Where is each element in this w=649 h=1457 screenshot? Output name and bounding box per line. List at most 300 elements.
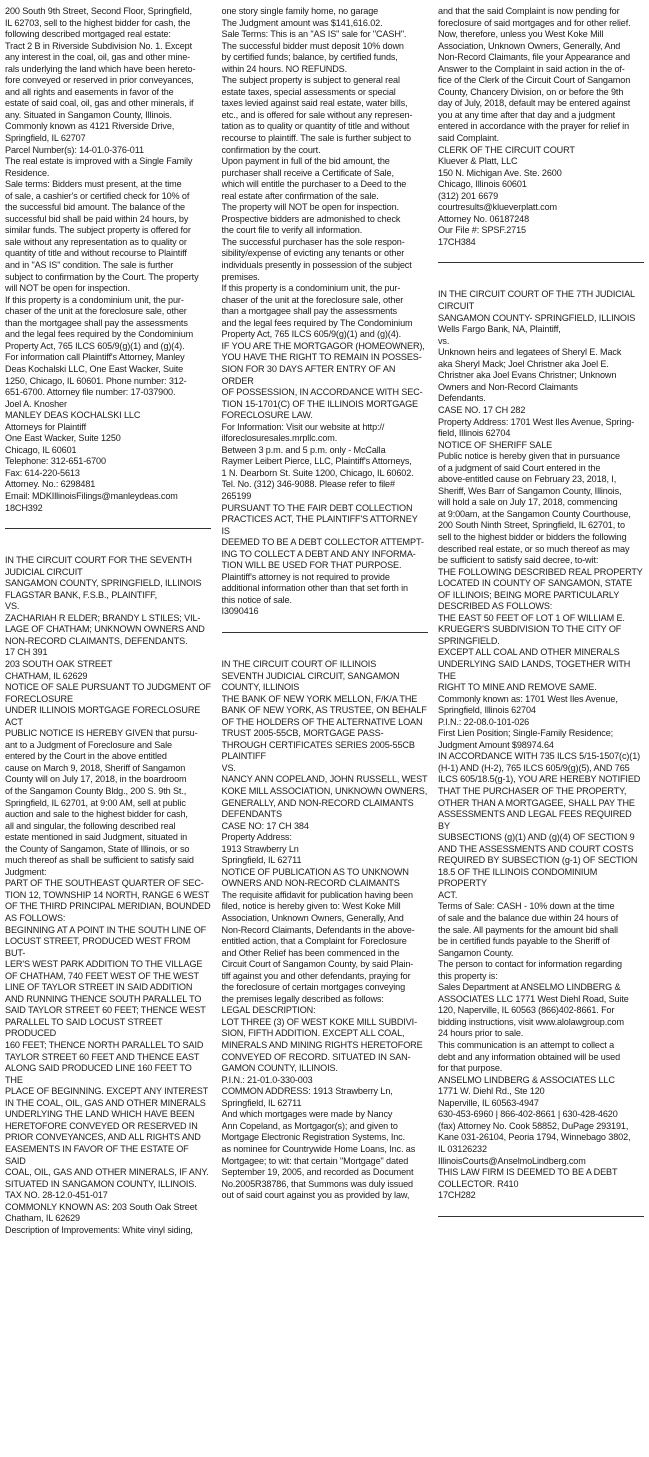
notice-text-line: BANK OF NEW YORK, AS TRUSTEE, ON BEHALF [221,705,427,716]
notice-text-line: OF CHATHAM, 740 FEET WEST OF THE WEST [5,970,199,981]
notice-text-line: as nominee for Countrywide Home Loans, Inc. as [221,1143,416,1154]
notice-text-line: following described mortgaged real estate: [5,29,171,40]
notice-text-line: CASE NO. 17 CH 282 [438,404,526,415]
notice-text-line: SION FOR 30 DAYS AFTER ENTRY OF AN ORDER [221,363,396,386]
notice-text-line: ALONG SAID PRODUCED LINE 160 FEET TO THE [5,1063,192,1085]
notice-text-line: CHATHAM, IL 62629 [5,670,88,681]
notice-text-line: PLAINTIFF [221,751,266,762]
notice-text-line: SANGAMON COUNTY, SPRINGFIELD, ILLINOIS [5,578,202,589]
notice-text-line: (312) 201 6679 [438,190,499,201]
notice-text-line: sibility/expense of evicting any tenants or other [221,248,405,259]
notice-text-line: (fax) Attorney No. Cook 58852, DuPage 293191, [438,1120,629,1131]
notice-text-line: P.I.N.: 21-01.0-330-003 [221,1074,313,1085]
notice-text-line: ILCS 605/18.5(g-1), YOU ARE HEREBY NOTIFIED [438,774,641,785]
notice-divider [438,1216,644,1217]
notice-text-line: FORECLOSURE [5,693,73,704]
notice-text-line: Kane 031-26104, Peoria 1794, Winnebago 3802, [438,1132,631,1143]
notice-text-line: THAT THE PURCHASER OF THE PROPERTY, [438,786,627,796]
notice-text-line: the County of Sangamon, State of Illinois, or so [5,843,190,854]
notice-text-line: fice of the Clerk of the Circuit Court of Sangamon [438,75,631,86]
notice-text-line: field, Illinois 62704 [438,428,511,439]
notice-text-line: AS FOLLOWS: [5,913,66,924]
notice-text-line: ING TO COLLECT A DEBT AND ANY INFORMA- [221,548,416,559]
notice-text-line: Springfield, IL 62711 [221,1097,302,1108]
notice-text-line: County will on July 17, 2018, in the boardroom [5,774,187,785]
notice-text-line: DEFENDANTS [221,809,282,820]
notice-text-line: ASSOCIATES LLC 1771 West Diehl Road, Suite [438,993,629,1004]
notice-text-line: COAL, OIL, GAS AND OTHER MINERALS, IF ANY. [5,1167,209,1178]
notice-text-line: ACT. [438,889,458,900]
notice-text-line: Sale terms: Bidders must present, at the time [5,179,182,190]
notice-text-line: KOKE MILL ASSOCIATION, UNKNOWN OWNERS, [221,786,428,796]
notice-text-line: I3090416 [221,606,259,617]
notice-text-line: YOU HAVE THE RIGHT TO REMAIN IN POSSES- [221,352,422,363]
notice-text-line: 203 SOUTH OAK STREET [5,658,113,669]
notice-text-line: Deas Kochalski LLC, One East Wacker, Suite [5,363,184,374]
notice-text-line: Sale Terms: This is an "AS IS" sale for "CASH". [221,29,407,40]
notice-text-line: Commonly known as 4121 Riverside Drive, [5,121,175,132]
notice-text-line: The successful bidder must deposit 10% down [221,40,404,51]
notice-text-line: AND RUNNING THENCE SOUTH PARALLEL TO [5,993,202,1004]
notice-text-line: Judgment Amount $98974.64 [438,739,554,750]
notice-text-line: EXCEPT ALL COAL AND OTHER MINERALS [438,647,620,658]
notice-text-line: 630-453-6960 | 866-402-8661 | 630-428-4620 [438,1109,618,1120]
notice-text-line: Mortgagee; to wit: that certain "Mortgage" dated [221,1155,409,1166]
notice-text-line: IN THE CIRCUIT COURT FOR THE SEVENTH [5,555,192,566]
notice-text-line: 1913 Strawberry Ln [221,843,299,854]
notice-text-line: sell to the highest bidder or bidders the following [438,531,627,542]
notice-text-line: and in "AS IS" condition. The sale is further [5,260,174,271]
notice-text-line: EASEMENTS IN FAVOR OF THE ESTATE OF SAID [5,1143,189,1166]
notice-text-line: and Other Relief has been commenced in the [221,947,400,958]
notice-text-line: And which mortgages were made by Nancy [221,1109,393,1120]
notice-text-line: FORECLOSURE LAW. [221,410,313,421]
notice-text-line: Property Act, 765 ILCS 605/9(g)(1) and (g)(4). [5,340,185,351]
notice-text-line: any. Situated in Sangamon County, Illinois. [5,109,172,120]
notice-text-line: Commonly known as: 1701 West Iles Avenue, [438,693,618,704]
notice-text-line: TRUST 2005-55CB, MORTGAGE PASS- [221,728,384,739]
notice-text-line: Answer to the Complaint in said action in the of- [438,63,625,74]
notice-text-line: of sale, a cashier's or certified check for 10% of [5,190,190,201]
notice-text-line: The successful purchaser has the sole respon- [221,236,405,247]
notice-text-line: THIS LAW FIRM IS DEEMED TO BE A DEBT [438,1167,618,1178]
notice-text-line: P.I.N.: 22-08.0-101-026 [438,716,530,727]
notice-text-line: Attorneys for Plaintiff [5,421,86,432]
notice-text-line: THROUGH CERTIFICATES SERIES 2005-55CB [221,739,415,750]
notice-text-line: Residence. [5,167,50,178]
notice-text-line: PLACE OF BEGINNING. EXCEPT ANY INTEREST [5,1086,209,1097]
notice-text-line: September 19, 2005, and recorded as Document [221,1167,414,1178]
notice-text-line: IF YOU ARE THE MORTGAGOR (HOMEOWNER), [221,340,425,351]
notice-text-line: IN THE CIRCUIT COURT OF ILLINOIS [221,658,377,669]
notice-text-line: purchaser shall receive a Certificate of Sale, [221,167,394,178]
notice-text-line: Prospective bidders are admonished to check [221,213,401,224]
notice-text-line: VS. [221,762,236,773]
notice-text-line: LOCATED IN COUNTY OF SANGAMON, STATE [438,578,633,589]
notice-text-line: VS. [5,601,20,612]
notice-text-line: Springfield, IL 62701, at 9:00 AM, sell at public [5,797,186,808]
notice-text-line: The requisite affidavit for publication having been [221,889,413,900]
notice-divider [222,632,428,633]
notice-text-line: Our File #: SPSF.2715 [438,225,526,236]
notice-text-line: LEGAL DESCRIPTION: [221,1005,316,1016]
notice-text-line: 265199 [221,490,252,501]
notice-text-line: vs. [438,335,450,346]
notice-text-line: the premises legally described as follows: [221,993,384,1004]
notice-text-line: PARALLEL TO SAID LOCUST STREET PRODUCED [5,1016,163,1039]
notice-text-line: described real estate, or so much thereof as may [438,543,630,554]
notice-text-line: filed, notice is hereby given to: West Koke Mill [221,901,401,912]
notice-text-line: Between 3 p.m. and 5 p.m. only - McCalla [221,444,386,455]
notice-text-line: Property Address: [221,832,292,843]
notice-text-line: estate of said coal, oil, gas and other minerals, if [5,98,194,109]
notice-text-line: 18.5 OF THE ILLINOIS CONDOMINIUM PROPERTY [438,866,598,889]
notice-text-line: of a judgment of said Court entered in the [438,462,601,473]
notice-text-line: rals underlying the land which have been hereto- [5,63,196,74]
notice-text-line: fore conveyed or reserved in prior conveyances, [5,75,194,86]
notice-text-line: for that purpose. [438,1063,503,1074]
notice-text-line: GENERALLY, AND NON-RECORD CLAIMANTS [221,797,414,808]
notice-text-line: UNDERLYING THE LAND WHICH HAVE BEEN [5,1109,195,1120]
notice-text-line: will NOT be open for inspection. [5,283,130,294]
notice-text-line: much thereof as shall be sufficient to satisfy said [5,855,194,866]
notice-text-line: LINE OF TAYLOR STREET IN SAID ADDITION [5,982,193,993]
notice-divider [438,262,644,263]
notice-text-line: ant to a Judgment of Foreclosure and Sale [5,739,172,750]
notice-text-line: OF THE THIRD PRINCIPAL MERIDIAN, BOUNDED [5,901,211,912]
notice-text-line: tation as to quality or quantity of title and without [221,121,410,132]
notice-text-line: TION WILL BE USED FOR THAT PURPOSE. [221,560,402,571]
notice-text-line: OWNERS AND NON-RECORD CLAIMANTS [221,878,400,889]
notice-text-line: any interest in the coal, oil, gas and other mine- [5,52,191,63]
notice-text-line: additional information other than that set forth in [221,583,408,594]
notice-text-line: Plaintiff's attorney is not required to provide [221,571,390,582]
notice-text-line: SANGAMON COUNTY- SPRINGFIELD, ILLINOIS [438,312,636,323]
notice-text-line: 1250, Chicago, IL 60601. Phone number: 312- [5,375,187,386]
notice-text-line: tiff against you and other defendants, praying for [221,970,411,981]
notice-text-line: MANLEY DEAS KOCHALSKI LLC [5,410,141,421]
notice-text-line: OTHER THAN A MORTGAGEE, SHALL PAY THE [438,797,635,808]
notice-text-line: Unknown heirs and legatees of Sheryl E. Mack [438,347,622,358]
notice-text-line: ilforeclosuresales.mrpllc.com. [221,433,338,444]
notice-text-line: LOCUST STREET, PRODUCED WEST FROM BUT- [5,936,191,958]
notice-text-line: PART OF THE SOUTHEAST QUARTER OF SEC- [5,878,204,889]
notice-text-line: Non-Record Claimants, Defendants in the above- [221,924,415,935]
notice-text-line: Ann Copeland, as Mortgagor(s); and given to [221,1120,398,1131]
notice-text-line: Tel. No. (312) 346-9088. Please refer to file# [221,479,395,490]
notice-text-line: PRIOR CONVEYANCES, AND ALL RIGHTS AND [5,1132,201,1143]
notice-text-line: For information call Plaintiff's Attorney, Manley [5,352,185,363]
notice-text-line: DEEMED TO BE A DEBT COLLECTOR ATTEMPT- [221,537,424,548]
notice-text-line: by certified funds; balance, by certified funds, [221,52,398,63]
notice-text-line: One East Wacker, Suite 1250 [5,433,121,444]
notice-text-line: Email: MDKIllinoisFilings@manleydeas.com [5,490,178,501]
notice-text-line: The real estate is improved with a Single Family [5,156,193,167]
notice-text-line: IN ACCORDANCE WITH 735 ILCS 5/15-1507(c)(1) [438,751,641,762]
notice-text-line: NOTICE OF PUBLICATION AS TO UNKNOWN [221,866,409,877]
notice-text-line: The Judgment amount was $141,616.02. [221,17,383,28]
notice-text-line: NOTICE OF SHERIFF SALE [438,439,553,450]
notice-text-line: of the Sangamon County Bldg., 200 S. 9th St., [5,786,187,796]
notice-text-line: this property is: [438,970,498,981]
notice-text-line: No.2005R38786, that Summons was duly issued [221,1178,413,1189]
notice-text-line: the foreclosure of certain mortgages conveying [221,982,406,993]
notice-text-line: CONVEYED OF RECORD. SITUATED IN SAN- [221,1051,411,1062]
notice-text-line: SPRINGFIELD. [438,635,500,646]
notice-text-line: Christner aka Joel Evans Christner; Unknown [438,370,617,381]
notice-text-line: the court file to verify all information. [221,225,363,236]
notice-text-line: JUDICIAL CIRCUIT [5,566,83,577]
notice-text-line: Attorney. No.: 6298481 [5,479,96,490]
notice-text-line: estate taxes, special assessments or special [221,86,396,97]
notice-text-line: ANSELMO LINDBERG & ASSOCIATES LLC [438,1074,615,1085]
notice-text-line: premises. [221,271,260,282]
notice-text-line: Chicago, IL 60601 [5,444,77,455]
notice-text-line: Sangamon County. [438,947,514,958]
notice-text-line: Terms of Sale: CASH - 10% down at the time [438,901,615,912]
notice-text-line: OF POSSESSION, IN ACCORDANCE WITH SEC- [221,387,423,398]
notice-text-line: you at any time after that day and a judgment [438,109,616,120]
notice-text-line: UNDERLYING SAID LANDS, TOGETHER WITH THE [438,658,631,681]
notice-text-line: 200 South 9th Street, Second Floor, Springfield, [5,6,192,16]
notice-text-line: be in certified funds payable to the Sheriff of [438,936,610,947]
notice-text-line: be sufficient to satisfy said decree, to-wit: [438,555,599,566]
notice-text-line: Property Act, 765 ILCS 605/9(g)(1) and (g)(4). [221,329,401,340]
notice-text-line: real estate after confirmation of the sale. [221,190,379,201]
notice-text-line: foreclosure of said mortgages and for other relief. [438,17,631,28]
notice-text-line: taxes levied against said real estate, water bills, [221,98,408,109]
notice-text-line: COMMON ADDRESS: 1913 Strawberry Ln, [221,1086,393,1097]
notice-text-line: successful bid shall be paid within 24 hours, by [5,213,189,224]
notice-text-line: IL 03126232 [438,1143,487,1154]
notice-text-line: Wells Fargo Bank, NA, Plaintiff, [438,324,561,335]
notice-text-line: 1 N. Dearborn St. Suite 1200, Chicago, IL 60602. [221,467,414,478]
notice-text-line: Owners and Non-Record Claimants [438,381,578,392]
notice-text-line: all and singular, the following described real [5,820,176,831]
notice-text-line: The property will NOT be open for inspection. [221,202,399,213]
notice-text-line: COMMONLY KNOWN AS: 203 South Oak Street [5,1201,198,1212]
notice-text-line: OF ILLINOIS; BEING MORE PARTICULARLY [438,589,620,600]
notice-text-line: MINERALS AND MINING RIGHTS HERETOFORE [221,1040,423,1051]
notice-text-line: day of July, 2018, default may be entered against [438,98,631,109]
notice-text-line: and the legal fees required by The Condominium [221,317,413,328]
notice-text-line: Telephone: 312-651-6700 [5,456,106,467]
notice-text-line: Joel A. Knosher [5,398,67,409]
notice-text-line: Kluever & Platt, LLC [438,156,518,167]
notice-text-line: similar funds. The subject property is offered for [5,225,191,236]
notice-text-line: Defendants. [438,393,486,404]
notice-text-line: of sale and the balance due within 24 hours of [438,913,619,924]
notice-text-line: cause on March 9, 2018, Sheriff of Sangamon [5,762,186,773]
notice-text-line: out of said court against you as provided by law, [221,1190,410,1201]
notice-text-line: chaser of the unit at the foreclosure sale, other [221,294,404,305]
notice-text-line: The person to contact for information regarding [438,959,622,970]
notice-text-line: LOT THREE (3) OF WEST KOKE MILL SUBDIVI- [221,1016,417,1027]
notice-text-line: Chatham, IL 62629 [5,1213,80,1224]
notice-text-line: HERETOFORE CONVEYED OR RESERVED IN [5,1120,198,1131]
notice-text-line: than the mortgagee shall pay the assessments [5,317,188,328]
notice-text-line: Now, therefore, unless you West Koke Mill [438,29,604,40]
notice-text-line: entered in accordance with the prayer for relief in [438,121,630,132]
notice-text-line: chaser of the unit at the foreclosure sale, other [5,306,187,317]
notice-text-line: PURSUANT TO THE FAIR DEBT COLLECTION [221,502,413,513]
notice-text-line: 17 CH 391 [5,647,48,658]
notice-text-line: Naperville, IL 60563-4947 [438,1097,539,1108]
notice-text-line: IN THE CIRCUIT COURT OF THE 7TH JUDICIAL [438,289,635,300]
notice-text-line: will hold a sale on July 17, 2018, commencing [438,497,618,508]
notice-text-line: above-entitled cause on February 23, 2018, I, [438,474,617,485]
notice-divider [5,528,211,529]
notice-text-line: SION, FIFTH ADDITION. EXCEPT ALL COAL, [221,1028,405,1039]
notice-text-line: aka Sheryl Mack; Joel Christner aka Joel E. [438,358,609,369]
notice-text-line: AND THE ASSESSMENTS AND COURT COSTS [438,843,634,854]
notice-text-line: Public notice is hereby given that in pursuance [438,451,620,462]
notice-text-line: at 9:00am, at the Sangamon County Courthouse, [438,508,631,519]
notice-text-line: 120, Naperville, IL 60563 (866)402-8661. For [438,1005,615,1016]
notice-text-line: SEVENTH JUDICIAL CIRCUIT, SANGAMON [221,670,400,681]
notice-text-line: 18CH392 [5,502,43,513]
notice-text-line: Fax: 614-220-5613 [5,467,80,478]
notice-text-line: individuals presently in possession of the subject [221,260,412,271]
notice-text-line: debt and any information obtained will be used [438,1051,621,1062]
notice-text-line: NON-RECORD CLAIMANTS, DEFENDANTS. [5,635,188,646]
notice-text-line: KRUEGER'S SUBDIVISION TO THE CITY OF [438,624,622,635]
column-left [5,6,211,1457]
notice-text-line: THE FOLLOWING DESCRIBED REAL PROPERTY [438,566,643,577]
notice-text-line: (H-1) AND (H-2), 765 ILCS 605/9(g)(5), AND 765 [438,762,630,773]
notice-text-line: LER'S WEST PARK ADDITION TO THE VILLAGE [5,959,203,970]
notice-text-line: confirmation by the court. [221,144,321,155]
notice-text-line: 17CH282 [438,1190,476,1201]
notice-text-line: subject to confirmation by the Court. The property [5,271,199,282]
notice-text-line: Parcel Number(s): 14-01.0-376-011 [5,144,144,155]
notice-text-line: than a mortgagee shall pay the assessments [221,306,397,317]
notice-text-line: COUNTY, ILLINOIS [221,682,300,693]
notice-text-line: If this property is a condominium unit, the pur- [5,294,184,305]
notice-text-line: For Information: Visit our website at http:// [221,421,385,432]
notice-text-line: and the legal fees required by the Condominium [5,329,194,340]
notice-text-line: Raymer Leibert Pierce, LLC, Plaintiff's Attorneys, [221,456,412,467]
notice-text-line: If this property is a condominium unit, the pur- [221,283,401,294]
notice-text-line: NANCY ANN COPELAND, JOHN RUSSELL, WEST [221,774,428,785]
notice-text-line: Chicago, Illinois 60601 [438,179,527,190]
notice-text-line: within 24 hours. NO REFUNDS. [221,63,348,74]
column-right [438,6,644,1457]
notice-text-line: The subject property is subject to general real [221,75,400,86]
notice-text-line: and that the said Complaint is now pending for [438,6,620,16]
notice-text-line: FLAGSTAR BANK, F.S.B., PLAINTIFF, [5,589,158,600]
notice-text-line: CIRCUIT [438,301,475,312]
notice-text-line: this notice of sale. [221,594,292,605]
notice-text-line: ZACHARIAH R ELDER; BRANDY L STILES; VIL- [5,612,201,623]
notice-text-line: etc., and is offered for sale without any represen- [221,109,413,120]
notice-text-line: County, Chancery Division, on or before the 9th [438,86,624,97]
notice-text-line: said Complaint. [438,133,499,144]
notice-text-line: SAID TAYLOR STREET 60 FEET; THENCE WEST [5,1005,206,1016]
notice-text-line: Judgment: [5,866,47,877]
notice-text-line: the successful bid amount. The balance of the [5,202,185,213]
notice-text-line: the sale. All payments for the amount bid shall [438,924,618,935]
notice-text-line: PRACTICES ACT, THE PLAINTIFF'S ATTORNEY IS [221,514,418,536]
notice-text-line: 1771 W. Diehl Rd., Ste 120 [438,1086,545,1097]
notice-text-line: courtresults@klueverplatt.com [438,202,557,213]
notice-text-line: Association, Unknown Owners, Generally, And [438,40,621,51]
notice-text-line: Attorney No. 06187248 [438,213,530,224]
notice-text-line: Springfield, IL 62711 [221,855,302,866]
notice-text-line: THE BANK OF NEW YORK MELLON, F/K/A THE [221,693,418,704]
notice-text-line: Circuit Court of Sangamon County, by said Plain- [221,959,414,970]
notice-text-line: CLERK OF THE CIRCUIT COURT [438,144,575,155]
notice-text-line: SUBSECTIONS (g)(1) AND (g)(4) OF SECTION 9 [438,832,635,843]
notice-text-line: BEGINNING AT A POINT IN THE SOUTH LINE OF [5,924,207,935]
notice-text-line: First Lien Position; Single-Family Residence; [438,728,614,739]
notice-text-line: COLLECTOR. R410 [438,1178,519,1189]
notice-text-line: recourse to plaintiff. The sale is further subject to [221,133,411,144]
notice-text-line: Sales Department at ANSELMO LINDBERG & [438,982,621,993]
notice-text-line: Description of Improvements: White vinyl siding, [5,1224,193,1235]
notice-text-line: Springfield, IL 62707 [5,133,86,144]
notice-text-line: entitled action, that a Complaint for Foreclosure [221,936,407,947]
notice-text-line: REQUIRED BY SUBSECTION (g-1) OF SECTION [438,855,638,866]
notice-text-line: Mortgage Electronic Registration Systems, Inc. [221,1132,406,1143]
column-middle [222,6,428,1457]
notice-text-line: GAMON COUNTY, ILLINOIS. [221,1063,338,1074]
notice-text-line: 651-6700. Attorney file number: 17-037900. [5,387,176,398]
notice-text-line: 200 South Ninth Street, Springfield, IL 62701, to [438,520,625,531]
notice-text-line: bidding instructions, visit www.alolawgroup.com [438,1016,624,1027]
notice-text-line: auction and sale to the highest bidder for cash, [5,809,188,820]
notice-text-line: 17CH384 [438,236,476,247]
notice-text-line: THE EAST 50 FEET OF LOT 1 OF WILLIAM E. [438,612,625,623]
notice-text-line: 150 N. Michigan Ave. Ste. 2600 [438,167,562,178]
notice-text-line: IllinoisCourts@AnselmoLindberg.com [438,1155,586,1166]
notice-text-line: NOTICE OF SALE PURSUANT TO JUDGMENT OF [5,682,211,693]
notice-text-line: IN THE COAL, OIL, GAS AND OTHER MINERALS [5,1097,206,1108]
notice-text-line: estate mentioned in said Judgment, situated in [5,832,188,843]
notice-text-line: Upon payment in full of the bid amount, the [221,156,390,167]
notice-text-line: Springfield, Illinois 62704 [438,705,536,716]
notice-text-line: one story single family home, no garage [221,6,379,16]
notice-text-line: ASSESSMENTS AND LEGAL FEES REQUIRED BY [438,809,632,831]
notice-text-line: 160 FEET; THENCE NORTH PARALLEL TO SAID [5,1040,204,1051]
notice-text-line: LAGE OF CHATHAM; UNKNOWN OWNERS AND [5,624,205,635]
notice-text-line: Non-Record Claimants, file your Appearance and [438,52,631,63]
notice-text-line: quantity of title and without recourse to Plaintiff [5,248,187,259]
notice-text-line: IL 62703, sell to the highest bidder for cash, the [5,17,191,28]
notice-text-line: Tract 2 B in Riverside Subdivision No. 1. Except [5,40,192,51]
notice-text-line: This communication is an attempt to collect a [438,1040,615,1051]
notice-text-line: TAX NO. 28-12.0-451-017 [5,1190,108,1201]
notice-text-line: TION 15-1701(C) OF THE ILLINOIS MORTGAGE [221,398,418,409]
notice-text-line: entered by the Court in the above entitled [5,751,167,762]
notice-text-line: RIGHT TO MINE AND REMOVE SAME. [438,682,597,693]
notice-text-line: PUBLIC NOTICE IS HEREBY GIVEN that pursu- [5,728,198,739]
notice-text-line: and all rights and easements in favor of the [5,86,174,97]
notice-text-line: UNDER ILLINOIS MORTGAGE FORECLOSURE ACT [5,705,201,727]
notice-text-line: Association, Unknown Owners, Generally, And [221,913,404,924]
notice-text-line: Property Address: 1701 West Iles Avenue, Spring- [438,416,635,427]
notice-text-line: sale without any representation as to quality or [5,236,187,247]
notice-text-line: CASE NO: 17 CH 384 [221,820,309,831]
notice-text-line: TION 12, TOWNSHIP 14 NORTH, RANGE 6 WEST [5,889,210,900]
notice-text-line: SITUATED IN SANGAMON COUNTY, ILLINOIS. [5,1178,197,1189]
notice-text-line: DESCRIBED AS FOLLOWS: [438,601,553,612]
notice-text-line: Sheriff, Wes Barr of Sangamon County, Illinois, [438,485,622,496]
notice-text-line: OF THE HOLDERS OF THE ALTERNATIVE LOAN [221,716,423,727]
notice-text-line: TAYLOR STREET 60 FEET AND THENCE EAST [5,1051,200,1062]
notice-text-line: which will entitle the purchaser to a Deed to the [221,179,407,190]
notice-text-line: 24 hours prior to sale. [438,1028,524,1039]
